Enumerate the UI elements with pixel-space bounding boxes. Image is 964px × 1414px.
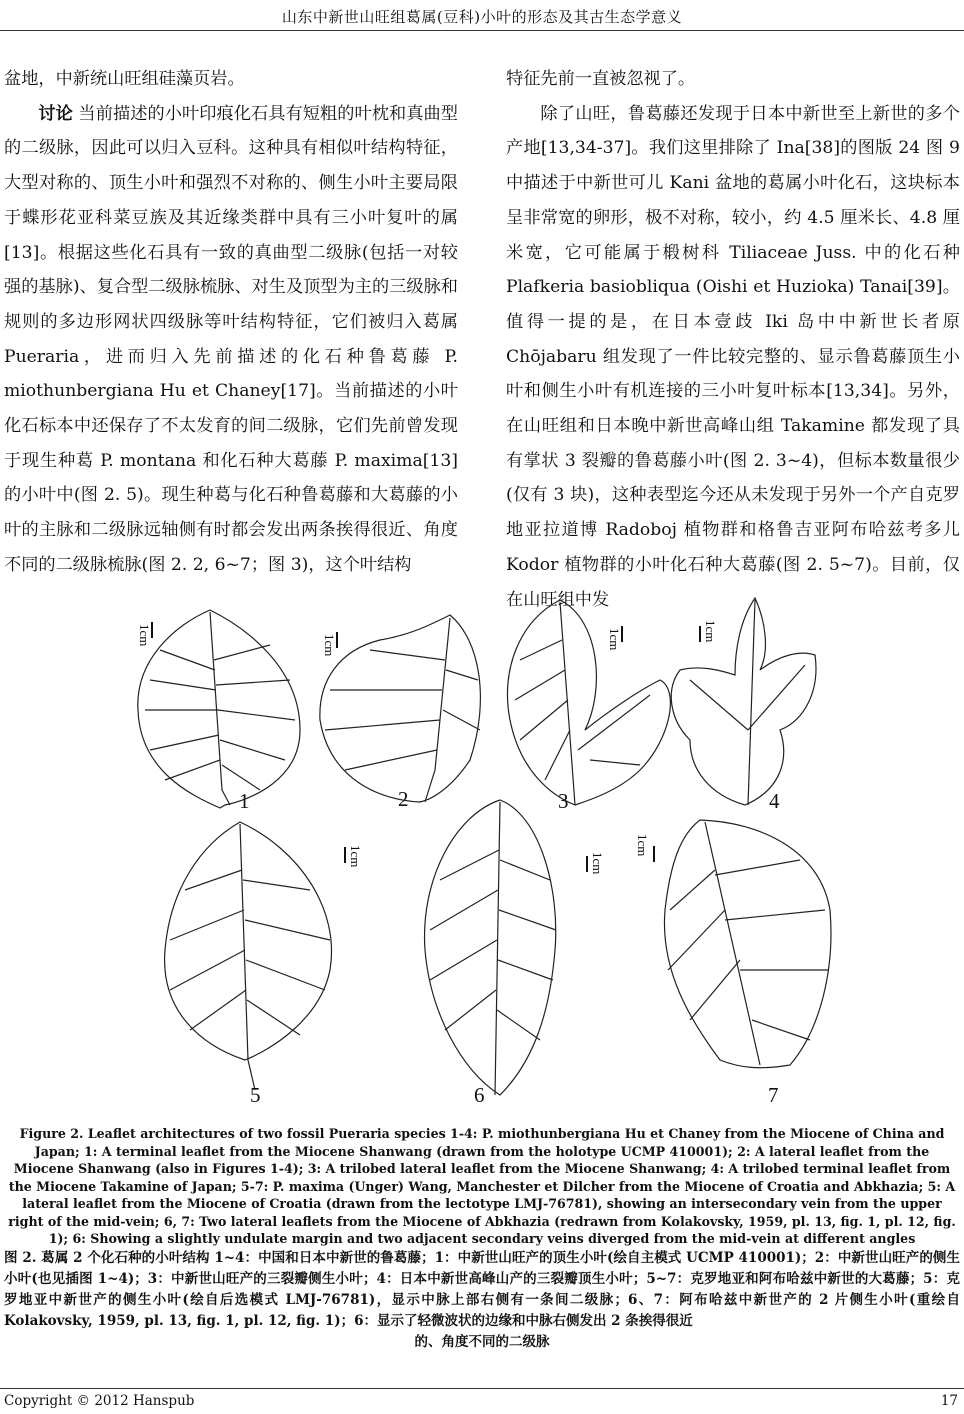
page-number: 17 bbox=[940, 1393, 958, 1409]
leaf-2-drawing bbox=[320, 615, 481, 802]
leaf-1-drawing bbox=[138, 610, 300, 808]
right-paragraph-1: 特征先前一直被忽视了。 bbox=[506, 69, 696, 89]
scale-label-3: 1cm bbox=[607, 628, 622, 651]
leaf-6-drawing bbox=[425, 800, 556, 1095]
discussion-paragraph bbox=[4, 97, 458, 583]
scale-label-6: 1cm bbox=[590, 852, 605, 875]
panel-number-7: 7 bbox=[768, 1083, 779, 1107]
discussion-text: 当前描述的小叶印痕化石具有短粗的叶枕和真曲型的二级脉，因此可以归入豆科。这种具有相似叶结构特征，大型对称的、顶生小叶和强烈不对称的、侧生小叶主要局限于蝶形花亚科菜豆族及其近缘类群中具有三小叶复叶的属[13]。根据这些化石具有一致的真曲型二级脉(包括一对较强的基脉)、复合型二级脉梳脉、对生及顶型为主的三级脉和规则的多边形网状四级脉等叶结构特征，它们被归入葛属 Pueraria，进而归入先前描述的化石种鲁葛藤 P. miothunbergiana Hu et Chaney[17]。当前描述的小叶化石标本中还保存了不太发育的间二级脉，它们先前曾发现于现生种葛 P. montana 和化石种大葛藤 P. maxima[13]的小叶中(图 2. 5)。现生种葛与化石种鲁葛藤和大葛藤的小叶的主脉和二级脉远轴侧有时都会发出两条挨得很近、角度不同的二级脉梳脉(图 2. 2, 6~7；图 3)，这个叶结构 bbox=[4, 103, 458, 575]
left-column bbox=[4, 62, 458, 583]
caption-chinese-last-line: 的、角度不同的二级脉 bbox=[414, 1334, 550, 1350]
panel-number-5: 5 bbox=[250, 1083, 261, 1107]
scale-label-1: 1cm bbox=[137, 624, 152, 647]
left-paragraph-1: 盆地，中新统山旺组硅藻页岩。 bbox=[4, 69, 245, 89]
scale-label-7: 1cm bbox=[635, 834, 650, 857]
caption-chinese-text: 图 2. 葛属 2 个化石种的小叶结构 1~4：中国和日本中新世的鲁葛藤；1：中新世山旺产的顶生小叶(绘自主模式 UCMP 410001)；2：中新世山旺产的侧生小叶(也见插图 1~4)；3：中新世山旺产的三裂瓣侧生小叶；4：日本中新世高峰山产的三裂瓣顶生小叶；5~7：克罗地亚和阿布哈兹中新世的大葛藤；5：克罗地亚中新世产的侧生小叶(绘自后选模式 LMJ-76781)，显示中脉上部右侧有一条间二级脉；6、7：阿布哈兹中新世产的 2 片侧生小叶(重绘自 Kolakovsky, 1959, pl. 13, fig. 1, pl. 12, fig. 1)；6：显示了轻微波状的边缘和中脉右侧发出 2 条挨得很近 bbox=[4, 1250, 960, 1329]
footer-rule bbox=[0, 1388, 964, 1389]
leaf-7-drawing bbox=[664, 820, 830, 1068]
right-paragraph-2: 除了山旺，鲁葛藤还发现于日本中新世至上新世的多个产地[13,34-37]。我们这里排除了 Ina[38]的图版 24 图 9 中描述于中新世可儿 Kani 盆地的葛属小叶化石，这块标本呈非常宽的卵形，极不对称，较小，约 4.5 厘米长、4.8 厘米宽，它可能属于椴树科 Tiliaceae Juss. 中的化石种 Plafkeria basiobliqua (Oishi et Huzioka) Tanai[39]。值得一提的是，在日本壹歧 Iki 岛中中新世长者原 Chōjabaru 组发现了一件比较完整的、显示鲁葛藤顶生小叶和侧生小叶有机连接的三小叶复叶标本[13,34]。另外，在山旺组和日本晚中新世高峰山组 Takamine 都发现了具有掌状 3 裂瓣的鲁葛藤小叶(图 2. 3~4)，但标本数量很少(仅有 3 块)，这种表型迄今还从未发现于另外一个产自克罗地亚拉道博 Radoboj 植物群和格鲁吉亚阿布哈兹考多儿 Kodor 植物群的小叶化石种大葛藤(图 2. 5~7)。目前，仅在山旺组中发 bbox=[506, 103, 960, 610]
leaf-5-drawing bbox=[165, 822, 332, 1090]
header-rule bbox=[0, 30, 964, 31]
panel-number-6: 6 bbox=[474, 1083, 485, 1107]
panel-number-1: 1 bbox=[239, 789, 250, 813]
panel-number-2: 2 bbox=[398, 787, 409, 811]
leaf-3-drawing bbox=[507, 600, 670, 805]
scale-label-2: 1cm bbox=[322, 634, 337, 657]
scale-label-4: 1cm bbox=[703, 620, 718, 643]
right-column bbox=[506, 62, 960, 617]
panel-number-4: 4 bbox=[769, 789, 780, 813]
leaf-figure bbox=[0, 590, 964, 1120]
copyright: Copyright © 2012 Hanspub bbox=[4, 1393, 195, 1409]
leaf-drawings bbox=[0, 590, 964, 1120]
discussion-label: 讨论 bbox=[38, 103, 73, 124]
caption-english: Figure 2. Leaflet architectures of two fossil Pueraria species 1-4: P. miothunbergiana Hu et Chaney from the Miocene of China and Japan; 1: A terminal leaflet from the Miocene Shanwang (drawn from the holotype UCMP 410001); 2: A lateral leaflet from the Miocene Shanwang (also in Figures 1-4); 3: A trilobed lateral leaflet from the Miocene Shanwang; 4: A trilobed terminal leaflet from the Miocene Takamine of Japan; 5-7: P. maxima (Unger) Wang, Manchester et Dilcher from the Miocene of Croatia and Abkhazia; 5: A lateral leaflet from the Miocene of Croatia (drawn from the lectotype LMJ-76781), showing an intersecondary vein from the upper right of the mid-vein; 6, 7: Two lateral leaflets from the Miocene of Abkhazia (redrawn from Kolakovsky, 1959, pl. 13, fig. 1, pl. 12, fig. 1); 6: Showing a slightly undulate margin and two adjacent secondary veins diverged from the mid-vein at different angles bbox=[8, 1126, 956, 1246]
scale-label-5: 1cm bbox=[348, 845, 363, 868]
leaf-4-drawing bbox=[671, 598, 816, 805]
panel-number-3: 3 bbox=[558, 789, 569, 813]
caption-chinese bbox=[4, 1248, 960, 1353]
running-header: 山东中新世山旺组葛属(豆科)小叶的形态及其古生态学意义 bbox=[281, 8, 683, 26]
